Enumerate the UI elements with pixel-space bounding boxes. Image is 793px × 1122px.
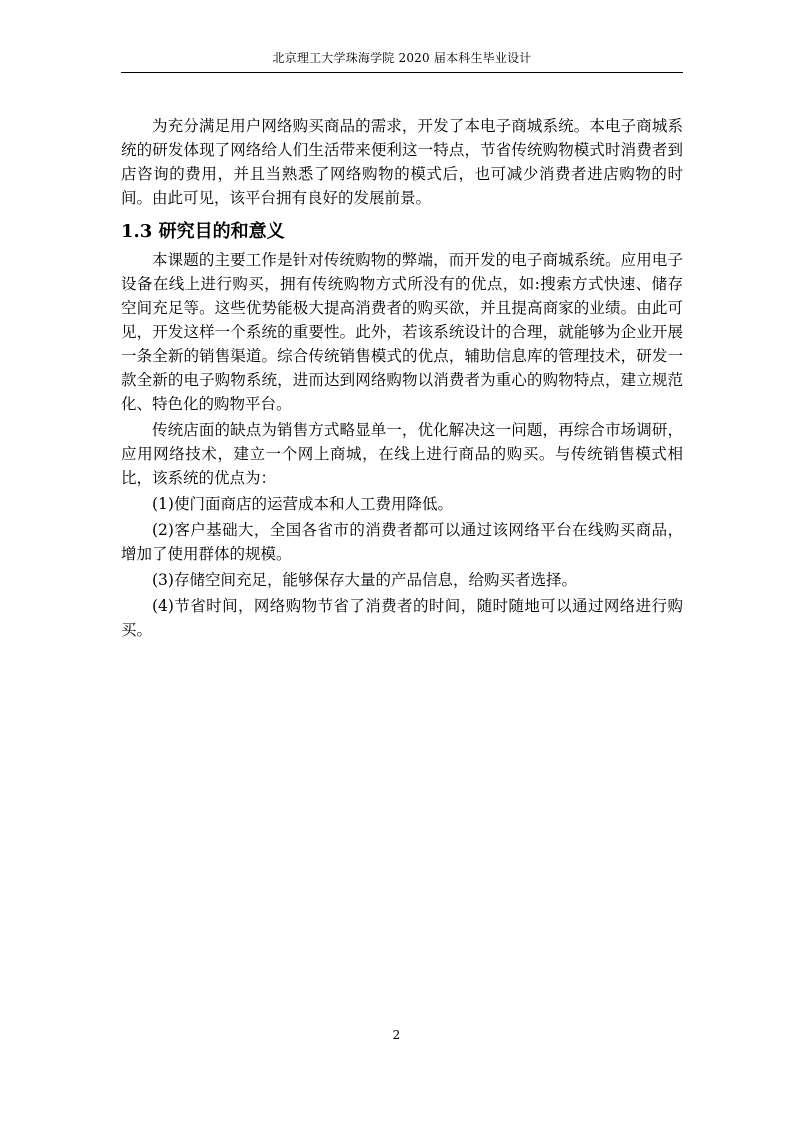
intro-paragraph: 为充分满足用户网络购买商品的需求，开发了本电子商城系统。本电子商城系统的研发体现了网络给人们生活带来便利这一特点，节省传统购物模式时消费者到店咨询的费用，并且当熟悉了网络购物的模式后，也可减少消费者进店购物的时间。由此可见，该平台拥有良好的发展前景。 — [121, 117, 683, 207]
body-paragraph: 传统店面的缺点为销售方式略显单一，优化解决这一问题，再综合市场调研，应用网络技术，建立一个网上商城，在线上进行商品的购买。与传统销售模式相比，该系统的优点为： — [121, 421, 683, 487]
page-number: 2 — [392, 1028, 401, 1042]
page-body — [121, 114, 683, 642]
running-header: 北京理工大学珠海学院 2020 届本科生毕业设计 — [272, 51, 532, 65]
header-divider — [121, 72, 683, 73]
list-item: (4)节省时间，网络购物节省了消费者的时间，随时随地可以通过网络进行购买。 — [121, 597, 683, 639]
section-heading: 1.3 研究目的和意义 — [121, 221, 285, 242]
list-item: (1)使门面商店的运营成本和人工费用降低。 — [152, 495, 453, 513]
list-item: (3)存储空间充足，能够保存大量的产品信息，给购买者选择。 — [152, 571, 577, 589]
body-paragraph: 本课题的主要工作是针对传统购物的弊端，而开发的电子商城系统。应用电子设备在线上进行购买，拥有传统购物方式所没有的优点，如:搜索方式快速、储存空间充足等。这些优势能极大提高消费者的购买欲，并且提高商家的业绩。由此可见，开发这样一个系统的重要性。此外，若该系统设计的合理，就能够为企业开展一条全新的销售渠道。综合传统销售模式的优点，辅助信息库的管理技术，研发一款全新的电子购物系统，进而达到网络购物以消费者为重心的购物特点，建立规范化、特色化的购物平台。 — [121, 251, 683, 413]
list-item: (2)客户基础大，全国各省市的消费者都可以通过该网络平台在线购买商品，增加了使用群体的规模。 — [121, 521, 683, 563]
